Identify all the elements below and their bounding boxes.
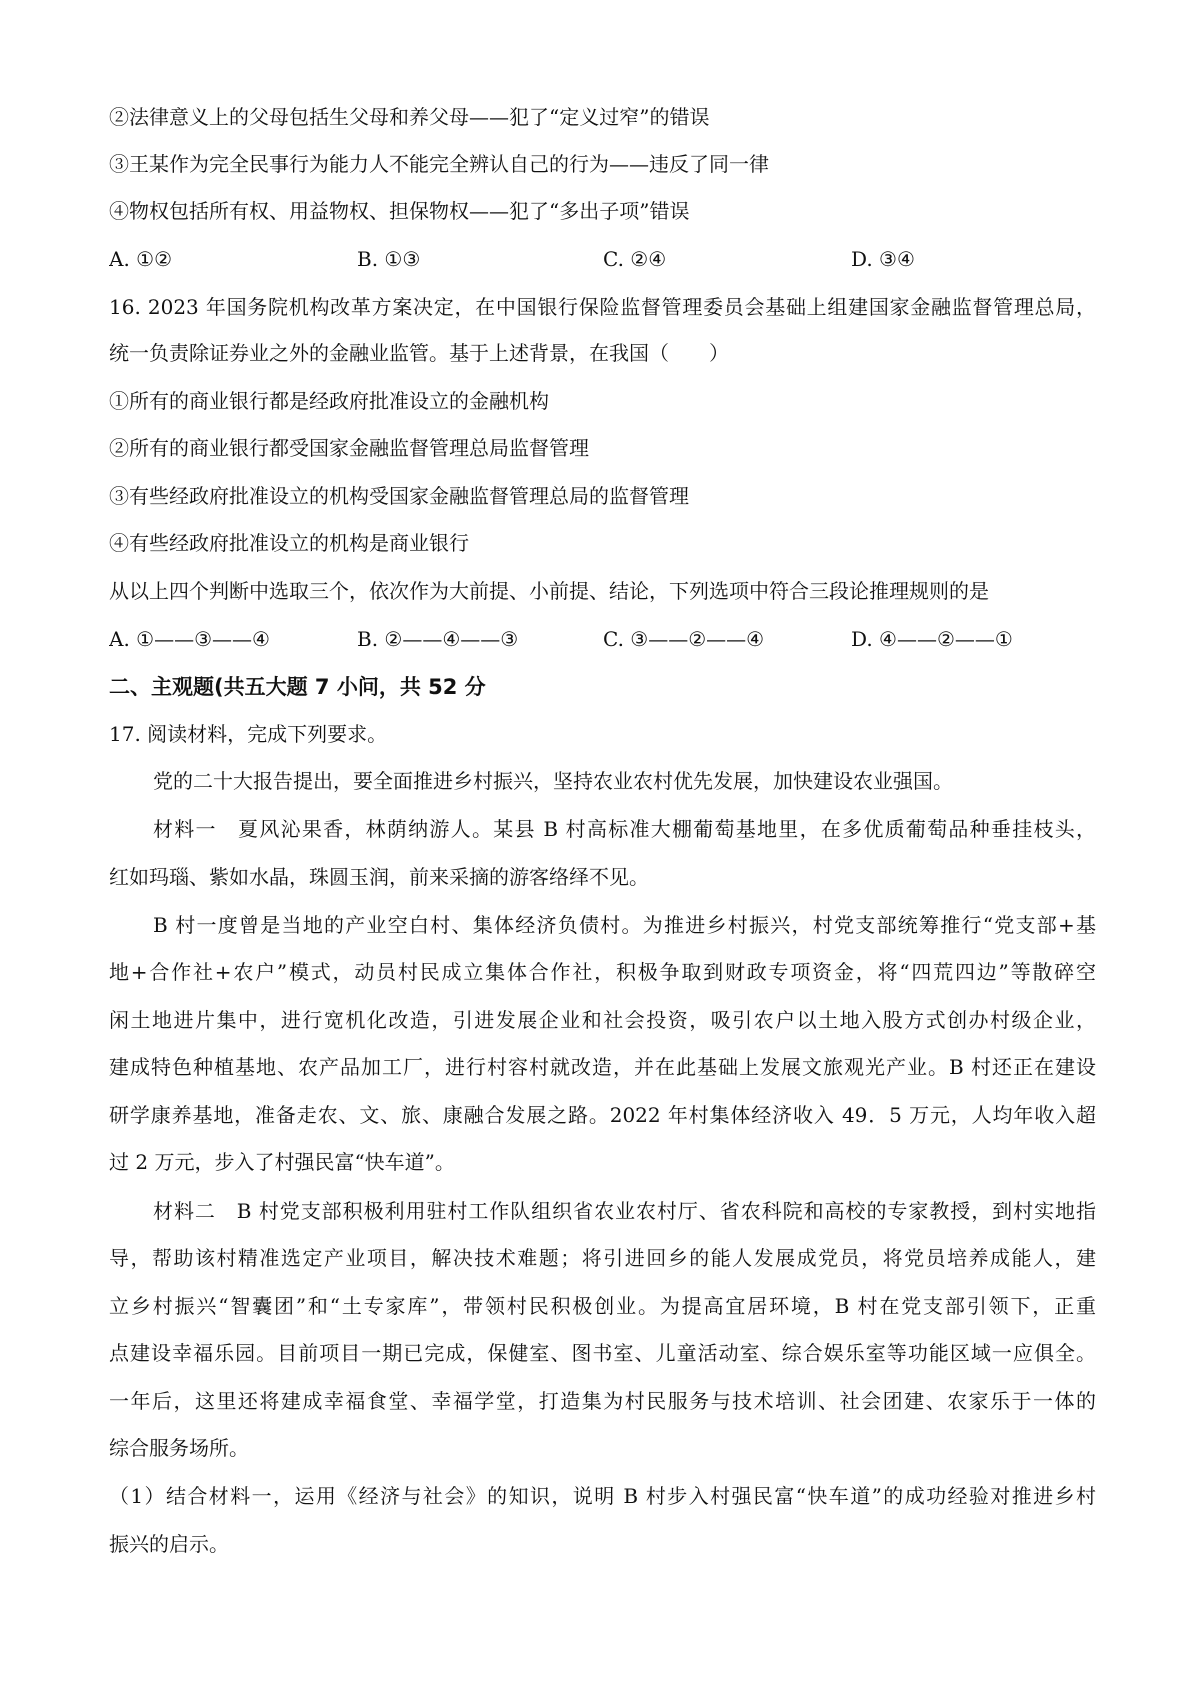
- material-2-line: 立乡村振兴“智囊团”和“土专家库”，带领村民积极创业。为提高宜居环境，B 村在党支部引领下，正重: [109, 1294, 1096, 1318]
- material-2-line: 点建设幸福乐园。目前项目一期已完成，保健室、图书室、儿童活动室、综合娱乐室等功能区域一应俱全。: [109, 1341, 1096, 1365]
- q16-options: [109, 624, 1096, 654]
- q17-stem: 17. 阅读材料，完成下列要求。: [109, 722, 388, 746]
- q16-prompt: 从以上四个判断中选取三个，依次作为大前提、小前提、结论，下列选项中符合三段论推理规则的是: [109, 579, 989, 603]
- section-heading: 二、主观题(共五大题 7 小问，共 52 分: [109, 675, 486, 699]
- q16-option-d[interactable]: D. ④——②——①: [851, 627, 1013, 651]
- q15-options: [109, 244, 1096, 274]
- q16-option-a[interactable]: A. ①——③——④: [109, 627, 270, 651]
- q15-option-c[interactable]: C. ②④: [603, 247, 667, 271]
- q15-option-d[interactable]: D. ③④: [851, 247, 915, 271]
- material-1-line: 红如玛瑙、紫如水晶，珠圆玉润，前来采摘的游客络绎不见。: [109, 865, 649, 889]
- q17-subquestion-1: （1）结合材料一，运用《经济与社会》的知识，说明 B 村步入村强民富“快车道”的成功经验对推进乡村: [109, 1484, 1096, 1508]
- q15-statement: ④物权包括所有权、用益物权、担保物权——犯了“多出子项”错误: [109, 199, 690, 223]
- material-1-line: 闲土地进片集中，进行宽机化改造，引进发展企业和社会投资，吸引农户以土地入股方式创办村级企业，: [109, 1008, 1096, 1032]
- q15-statement: ②法律意义上的父母包括生父母和养父母——犯了“定义过窄”的错误: [109, 105, 710, 129]
- q16-option-b[interactable]: B. ②——④——③: [357, 627, 519, 651]
- material-1-line: 地+合作社+农户”模式，动员村民成立集体合作社，积极争取到财政专项资金，将“四荒四边”等散碎空: [109, 960, 1096, 984]
- q16-option-c[interactable]: C. ③——②——④: [603, 627, 765, 651]
- q15-option-b[interactable]: B. ①③: [357, 247, 421, 271]
- material-1-line: 过 2 万元，步入了村强民富“快车道”。: [109, 1150, 455, 1174]
- q15-statement: ③王某作为完全民事行为能力人不能完全辨认自己的行为——违反了同一律: [109, 152, 769, 176]
- material-1-line: 研学康养基地，准备走农、文、旅、康融合发展之路。2022 年村集体经济收入 49．5 万元，人均年收入超: [109, 1103, 1096, 1127]
- q16-statement: ③有些经政府批准设立的机构受国家金融监督管理总局的监督管理: [109, 484, 689, 508]
- q17-intro: 党的二十大报告提出，要全面推进乡村振兴，坚持农业农村优先发展，加快建设农业强国。: [153, 769, 953, 793]
- material-1-line: 材料一 夏风沁果香，林荫纳游人。某县 B 村高标准大棚葡萄基地里，在多优质葡萄品种垂挂枝头，: [153, 817, 1096, 841]
- q16-stem-line: 16. 2023 年国务院机构改革方案决定，在中国银行保险监督管理委员会基础上组建国家金融监督管理总局，: [109, 295, 1096, 319]
- q16-statement: ②所有的商业银行都受国家金融监督管理总局监督管理: [109, 436, 589, 460]
- material-1-line: B 村一度曾是当地的产业空白村、集体经济负债村。为推进乡村振兴，村党支部统筹推行“党支部+基: [153, 913, 1096, 937]
- q16-statement: ④有些经政府批准设立的机构是商业银行: [109, 531, 469, 555]
- material-2-line: 导，帮助该村精准选定产业项目，解决技术难题；将引进回乡的能人发展成党员，将党员培养成能人，建: [109, 1246, 1096, 1270]
- material-2-line: 材料二 B 村党支部积极利用驻村工作队组织省农业农村厅、省农科院和高校的专家教授，到村实地指: [153, 1199, 1096, 1223]
- material-2-line: 一年后，这里还将建成幸福食堂、幸福学堂，打造集为村民服务与技术培训、社会团建、农家乐于一体的: [109, 1389, 1096, 1413]
- q15-option-a[interactable]: A. ①②: [109, 247, 173, 271]
- q17-subquestion-1: 振兴的启示。: [109, 1532, 229, 1556]
- q16-stem-line: 统一负责除证券业之外的金融业监管。基于上述背景，在我国（ ）: [109, 341, 729, 365]
- material-1-line: 建成特色种植基地、农产品加工厂，进行村容村就改造，并在此基础上发展文旅观光产业。B 村还正在建设: [109, 1055, 1096, 1079]
- q16-statement: ①所有的商业银行都是经政府批准设立的金融机构: [109, 389, 549, 413]
- material-2-line: 综合服务场所。: [109, 1436, 249, 1460]
